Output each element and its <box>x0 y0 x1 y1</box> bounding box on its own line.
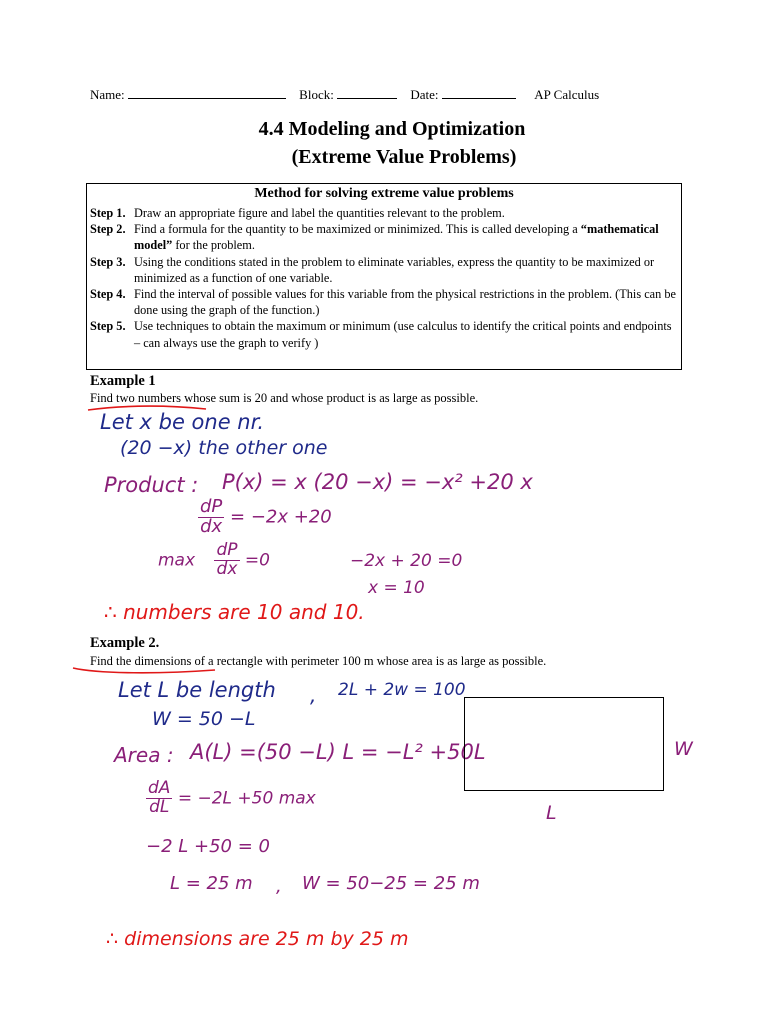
ex2-deriv-num: dA <box>148 778 171 798</box>
step-label: Step 1. <box>90 206 126 220</box>
ex1-derivative <box>198 498 332 537</box>
ex2-derivative <box>146 780 316 817</box>
name-label: Name: <box>90 87 125 102</box>
ex1-deriv-den: dx <box>200 515 223 537</box>
ex2-w-final: W = 50−25 = 25 m <box>302 873 480 894</box>
ex1-eq1: −2x + 20 =0 <box>350 551 463 571</box>
ex2-deriv-den: dL <box>149 796 170 817</box>
name-blank <box>128 86 286 99</box>
method-step-3 <box>90 254 677 286</box>
ex1-let-line: Let x be one nr. <box>100 410 265 434</box>
ex1-max-row <box>158 542 270 579</box>
date-label: Date: <box>410 87 439 102</box>
ex1-conclusion: ∴ numbers are 10 and 10. <box>104 600 365 624</box>
ex2-l-eq: L = 25 m <box>170 873 253 894</box>
step-label: Step 4. <box>90 287 126 302</box>
block-blank <box>337 86 397 99</box>
ex2-conclusion: ∴ dimensions are 25 m by 25 m <box>106 928 409 950</box>
ex1-max-den: dx <box>216 558 238 579</box>
method-step-4 <box>90 286 677 318</box>
example2-problem: Find the dimensions of a rectangle with perimeter 100 m whose area is as large as possible. <box>90 654 547 668</box>
date-blank <box>442 86 516 99</box>
step-text: Draw an appropriate figure and label the quantities relevant to the problem. <box>134 206 505 220</box>
rectangle-figure <box>464 697 664 791</box>
method-step-2 <box>90 221 677 253</box>
ex2-comma: , <box>310 683 317 707</box>
course-label: AP Calculus <box>534 87 600 102</box>
step-text: Using the conditions stated in the problem to eliminate variables, express the quantity to be maximized or minimized as a function of one variable. <box>134 254 655 285</box>
step-label: Step 5. <box>90 319 126 334</box>
method-step-1 <box>90 205 677 221</box>
ex1-other-line: (20 −x) the other one <box>120 437 328 459</box>
method-step-5 <box>90 318 677 350</box>
ex1-product-label: Product : <box>104 473 199 497</box>
ex1-product-eq: P(x) = x (20 −x) = −x² +20 x <box>222 470 533 494</box>
ex2-sep: , <box>276 876 282 897</box>
ex2-area-eq: A(L) =(50 −L) L = −L² +50L <box>190 740 486 764</box>
example2-heading: Example 2. <box>90 635 160 651</box>
block-label: Block: <box>299 87 334 102</box>
example1-problem: Find two numbers whose sum is 20 and whose product is as large as possible. <box>90 391 479 405</box>
ex2-zero-eq: −2 L +50 = 0 <box>146 836 270 857</box>
ex2-w-eq: W = 50 −L <box>152 708 256 730</box>
step-label: Step 2. <box>90 222 126 237</box>
steps-list <box>90 205 677 351</box>
ex1-deriv-num: dP <box>200 496 223 517</box>
method-box <box>86 183 682 370</box>
page-subtitle: (Extreme Value Problems) <box>291 146 517 168</box>
ex1-max-num: dP <box>216 540 238 560</box>
example1-heading: Example 1 <box>90 373 156 389</box>
step-text: Use techniques to obtain the maximum or minimum (use calculus to identify the critical points and endpoints – can always use the graph to verify ) <box>134 319 672 350</box>
step-text: Find a formula for the quantity to be maximized or minimized. This is called developing a “mathematical model” for the problem. <box>134 222 659 253</box>
ex1-max-rhs: =0 <box>244 550 270 571</box>
ex2-let-line: Let L be length <box>118 678 276 702</box>
rect-l-label: L <box>546 802 557 824</box>
ex1-eq2: x = 10 <box>368 578 425 598</box>
step-text: Find the interval of possible values for this variable from the physical restrictions in the problem. (This can be done using the graph of the function.) <box>134 287 676 318</box>
ex2-area-label: Area : <box>114 743 174 767</box>
ex1-deriv-rhs: = −2x +20 <box>230 506 332 528</box>
header-line <box>90 86 599 103</box>
ex1-max-label: max <box>158 550 196 571</box>
ex2-perimeter: 2L + 2w = 100 <box>338 680 466 700</box>
step-label: Step 3. <box>90 254 126 269</box>
example2-underline <box>70 664 220 678</box>
page-title: 4.4 Modeling and Optimization <box>258 118 526 140</box>
method-heading: Method for solving extreme value problems <box>254 186 514 201</box>
ex2-deriv-rhs: = −2L +50 max <box>177 788 316 809</box>
rect-w-label: W <box>674 738 693 760</box>
